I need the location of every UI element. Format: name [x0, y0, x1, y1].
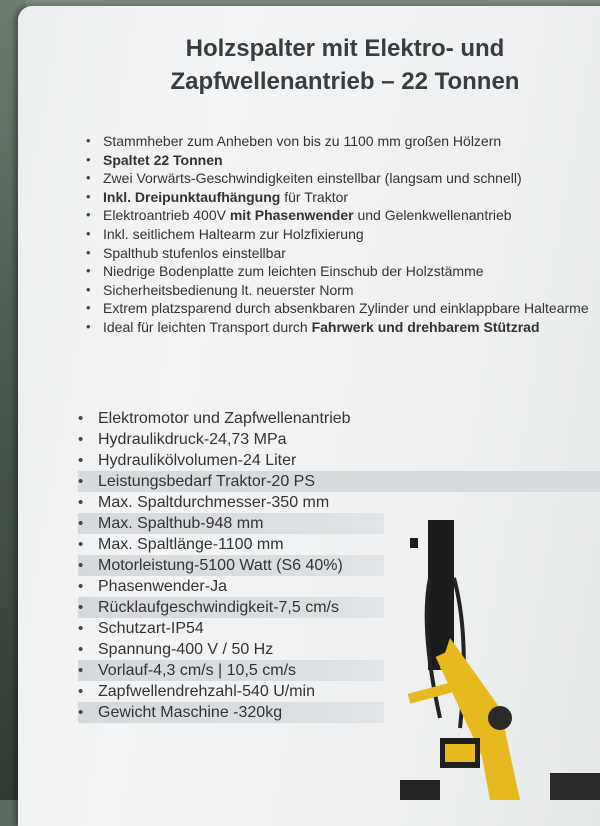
feature-item: [86, 244, 600, 263]
spec-item: • Schutzart-IP54: [78, 618, 418, 639]
spec-item: • Vorlauf-4,3 cm/s | 10,5 cm/s: [78, 660, 384, 681]
feature-text: Spalthub stufenlos einstellbar: [103, 244, 286, 261]
feature-text: Fahrwerk und drehbarem Stützrad: [311, 318, 540, 335]
feature-item: [86, 132, 600, 151]
feature-text: Niedrige Bodenplatte zum leichten Einschub der Holzstämme: [103, 263, 484, 280]
spec-list: [78, 408, 418, 723]
motor-shape: [488, 706, 512, 730]
feature-item: [86, 281, 600, 300]
spec-item: • Phasenwender-Ja: [78, 576, 418, 597]
feature-text: für Traktor: [280, 188, 349, 205]
title-line-1: Holzspalter mit Elektro- und: [185, 35, 505, 62]
feature-text: Spaltet 22 Tonnen: [103, 151, 223, 168]
feature-item: [86, 318, 600, 337]
spec-item: • Hydraulikölvolumen-24 Liter: [78, 450, 418, 471]
spec-item: • Gewicht Maschine -320kg: [78, 702, 384, 723]
log-splitter-image: [400, 518, 600, 800]
feature-text: Sicherheitsbedienung lt. neuerster Norm: [103, 281, 354, 298]
feature-item: [86, 206, 600, 225]
spec-item: • Hydraulikdruck-24,73 MPa: [78, 429, 418, 450]
feature-item: [86, 225, 600, 244]
spec-item: • Motorleistung-5100 Watt (S6 40%): [78, 555, 384, 576]
spec-item: • Elektromotor und Zapfwellenantrieb: [78, 408, 418, 429]
feature-item: [86, 151, 600, 170]
spec-item: • Leistungsbedarf Traktor-20 PS: [78, 471, 600, 492]
feature-text: Stammheber zum Anheben von bis zu 1100 mm großen Hölzern: [103, 133, 502, 149]
spec-item: • Max. Spaltlänge-1100 mm: [78, 534, 418, 555]
feature-text: und Gelenkwellenantrieb: [353, 207, 512, 224]
feature-item: [86, 188, 600, 207]
feature-text: Inkl. seitlichem Haltearm zur Holzfixierung: [103, 225, 364, 242]
spec-item: • Zapfwellendrehzahl-540 U/min: [78, 681, 418, 702]
spec-item: • Max. Spaltdurchmesser-350 mm: [78, 492, 418, 513]
feature-text: Inkl. Dreipunktaufhängung: [103, 188, 281, 205]
feature-text: Elektroantrieb 400V: [103, 207, 230, 224]
page-title: [110, 32, 580, 98]
feature-item: [86, 299, 593, 318]
feature-text: Zwei Vorwärts-Geschwindigkeiten einstellbar (langsam und schnell): [103, 170, 522, 187]
title-line-2: Zapfwellenantrieb – 22 Tonnen: [170, 68, 520, 95]
spec-item: • Max. Spalthub-948 mm: [78, 513, 384, 534]
feature-item: [86, 169, 600, 188]
feature-item: [86, 262, 600, 281]
spec-item: • Rücklaufgeschwindigkeit-7,5 cm/s: [78, 597, 384, 618]
feature-text: Ideal für leichten Transport durch: [103, 318, 312, 335]
wheel-shape: [550, 773, 600, 800]
spec-item: • Spannung-400 V / 50 Hz: [78, 639, 418, 660]
feature-text: Extrem platzsparend durch absenkbaren Zylinder und einklappbare Haltearme: [103, 300, 589, 317]
feature-list: [86, 132, 600, 337]
feature-text: mit Phasenwender: [229, 207, 354, 224]
